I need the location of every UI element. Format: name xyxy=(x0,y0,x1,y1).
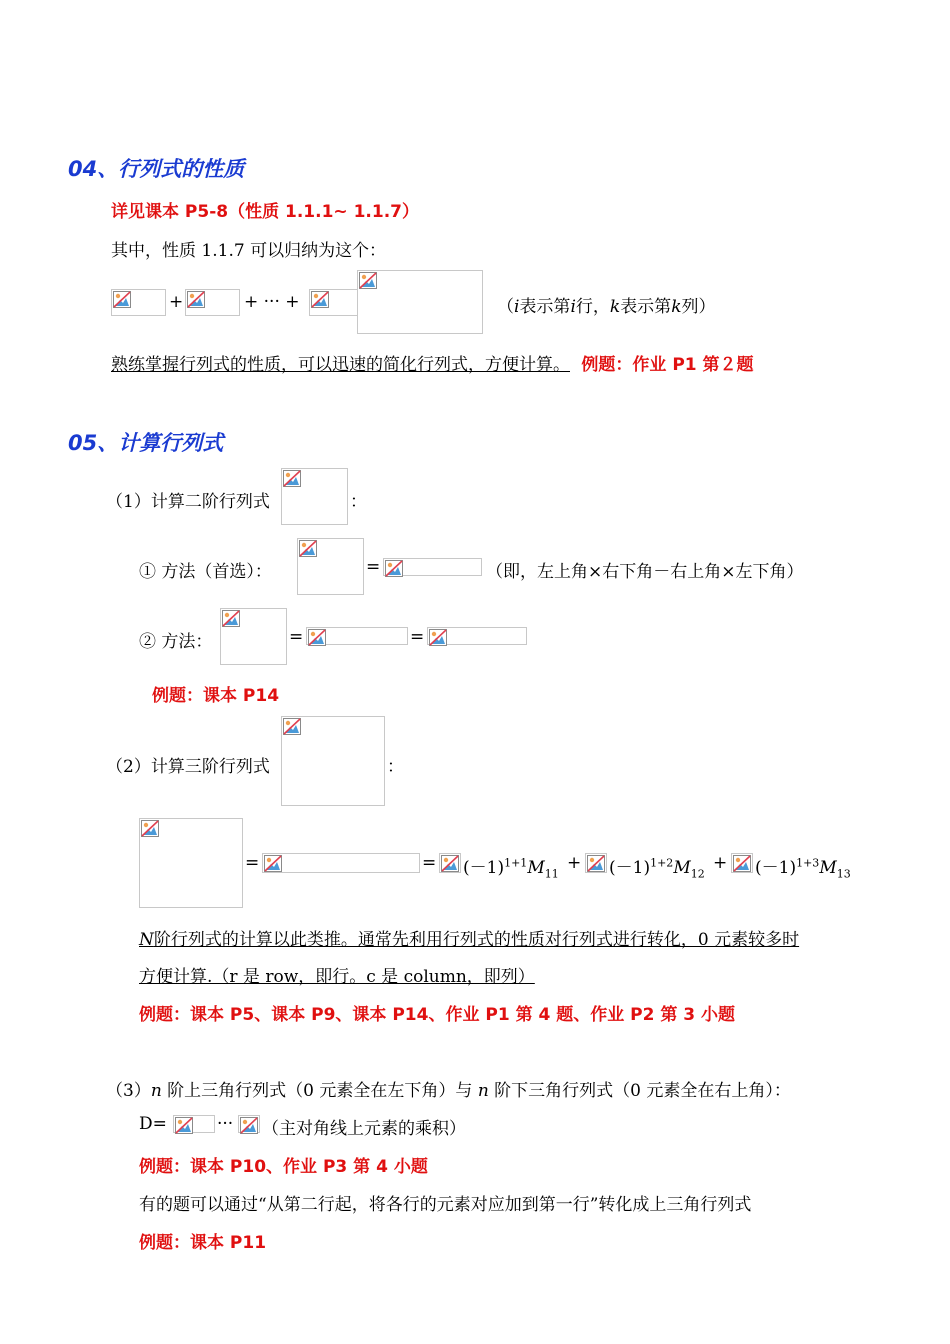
formula-image xyxy=(306,627,408,645)
broken-image-icon xyxy=(264,855,282,872)
n-order-note-line1 xyxy=(139,925,799,950)
formula-image xyxy=(357,270,483,334)
method2-label: ② 方法： xyxy=(139,632,213,652)
example-ref: 例题：课本 P10、作业 P3 第 4 小题 xyxy=(139,1157,428,1177)
sign-factor: (－1) xyxy=(609,858,651,878)
equals-sign: = xyxy=(410,627,425,647)
note-part: 表示第 xyxy=(519,297,571,317)
section-04-heading: 04、行列式的性质 xyxy=(68,157,245,181)
part3-text: （3） xyxy=(106,1081,151,1101)
example-ref: 例题：课本 P14 xyxy=(152,686,280,706)
note-part: （ xyxy=(497,297,514,317)
example-ref: 例题：作业 P1 第２题 xyxy=(581,355,754,375)
diagonal-note: （主对角线上元素的乘积） xyxy=(262,1119,466,1139)
exponent: 1+2 xyxy=(650,856,674,870)
formula-image xyxy=(731,853,753,873)
broken-image-icon xyxy=(222,610,240,627)
index-note xyxy=(497,292,716,317)
minor-symbol: M xyxy=(527,858,545,878)
example-ref: 例题：课本 P5、课本 P9、课本 P14、作业 P1 第 4 题、作业 P2 第 3 小题 xyxy=(139,1005,736,1025)
section-05-heading: 05、计算行列式 xyxy=(68,431,224,455)
part3-text: 阶上三角行列式（0 元素全在左下角）与 xyxy=(161,1081,478,1101)
formula-image xyxy=(281,716,385,806)
cofactor-term-3 xyxy=(755,853,851,880)
formula-image xyxy=(238,1115,260,1133)
cofactor-term-2 xyxy=(609,853,705,880)
minor-index: 12 xyxy=(690,867,705,881)
broken-image-icon xyxy=(311,291,329,308)
broken-image-icon xyxy=(308,629,326,646)
equals-sign: = xyxy=(422,853,437,873)
plus-sign: + xyxy=(169,292,184,312)
broken-image-icon xyxy=(587,855,605,872)
note-part: 表示第 xyxy=(620,297,672,317)
colon: ： xyxy=(350,492,367,512)
formula-image xyxy=(439,853,461,873)
method1-label: ① 方法（首选）： xyxy=(139,562,272,582)
broken-image-icon xyxy=(359,272,377,289)
formula-image xyxy=(281,468,348,525)
part2-label: （2）计算三阶行列式 xyxy=(106,757,270,777)
formula-image xyxy=(173,1115,215,1133)
var-n: n xyxy=(150,1081,162,1101)
formula-image xyxy=(139,818,243,908)
broken-image-icon xyxy=(429,629,447,646)
var-k: k xyxy=(609,297,621,317)
formula-image xyxy=(309,289,359,316)
exponent: 1+3 xyxy=(796,856,820,870)
broken-image-icon xyxy=(299,540,317,557)
broken-image-icon xyxy=(113,291,131,308)
formula-image xyxy=(262,853,420,873)
broken-image-icon xyxy=(283,718,301,735)
var-i: i xyxy=(570,297,576,317)
broken-image-icon xyxy=(441,855,459,872)
section-04-summary xyxy=(111,350,754,375)
part3-text: 阶下三角行列式（0 元素全在右上角）： xyxy=(488,1081,791,1101)
part3-label xyxy=(106,1076,791,1101)
part1-label: （1）计算二阶行列式 xyxy=(106,492,270,512)
colon: ： xyxy=(387,757,404,777)
broken-image-icon xyxy=(187,291,205,308)
formula-image xyxy=(297,538,364,595)
broken-image-icon xyxy=(240,1117,258,1134)
formula-image xyxy=(427,627,527,645)
var-n: N xyxy=(139,930,154,950)
plus-sign: + xyxy=(713,853,728,873)
sign-factor: (－1) xyxy=(755,858,797,878)
formula-image xyxy=(383,558,482,576)
formula-image xyxy=(111,289,166,316)
broken-image-icon xyxy=(283,470,301,487)
d-label: D= xyxy=(139,1114,167,1134)
n-order-note-line2: 方便计算.（r 是 row，即行。c 是 column，即列） xyxy=(139,967,535,987)
plus-ellipsis: + ··· + xyxy=(244,292,300,312)
sign-factor: (－1) xyxy=(463,858,505,878)
method1-note: （即，左上角×右下角－右上角×左下角） xyxy=(486,562,804,582)
formula-image xyxy=(185,289,240,316)
broken-image-icon xyxy=(141,820,159,837)
tip-text: 有的题可以通过“从第二行起，将各行的元素对应加到第一行”转化成上三角行列式 xyxy=(139,1195,752,1215)
note-part: 行， xyxy=(575,297,610,317)
equals-sign: = xyxy=(245,853,260,873)
summary-text: 熟练掌握行列式的性质，可以迅速的简化行列式，方便计算。 xyxy=(111,355,570,375)
equals-sign: = xyxy=(366,557,381,577)
note-part: 列） xyxy=(681,297,716,317)
section-04-reference: 详见课本 P5-8（性质 1.1.1~ 1.1.7） xyxy=(111,202,419,222)
example-ref: 例题：课本 P11 xyxy=(139,1233,267,1253)
formula-image xyxy=(585,853,607,873)
plus-sign: + xyxy=(567,853,582,873)
cofactor-term-1 xyxy=(463,853,559,880)
section-04-intro: 其中，性质 1.1.7 可以归纳为这个： xyxy=(111,241,387,261)
var-n: n xyxy=(477,1081,489,1101)
minor-symbol: M xyxy=(673,858,691,878)
equals-sign: = xyxy=(289,627,304,647)
note-text: 阶行列式的计算以此类推。通常先利用行列式的性质对行列式进行转化，0 元素较多时 xyxy=(153,930,800,950)
minor-index: 11 xyxy=(544,867,559,881)
broken-image-icon xyxy=(385,560,403,577)
minor-index: 13 xyxy=(836,867,851,881)
exponent: 1+1 xyxy=(504,856,528,870)
minor-symbol: M xyxy=(819,858,837,878)
formula-image xyxy=(220,608,287,665)
var-k: k xyxy=(671,297,682,317)
broken-image-icon xyxy=(175,1117,193,1134)
var-i: i xyxy=(514,297,520,317)
ellipsis: ··· xyxy=(217,1114,234,1134)
broken-image-icon xyxy=(733,855,751,872)
